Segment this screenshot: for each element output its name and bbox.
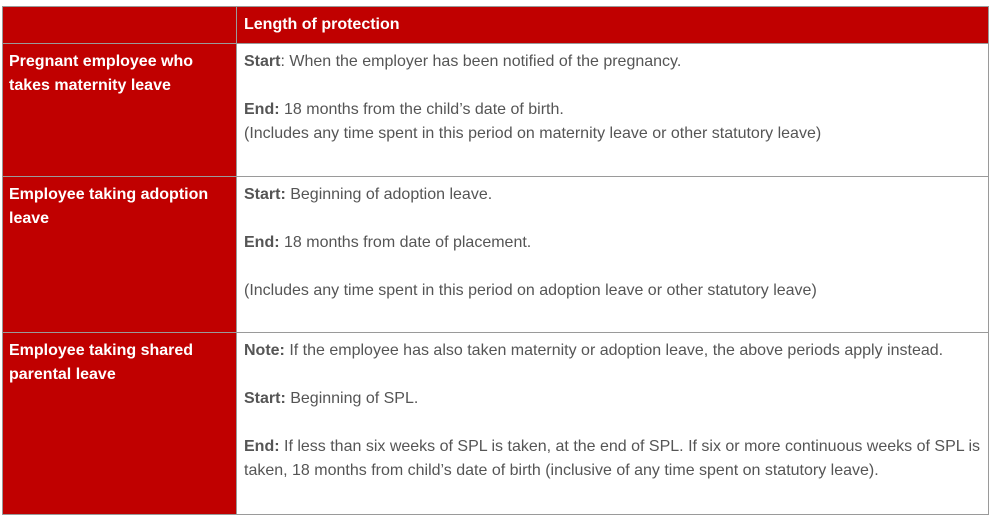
- table-row: [3, 177, 989, 333]
- row-label-adoption: Employee taking adoption leave: [3, 177, 237, 333]
- table-header-row: [3, 7, 989, 44]
- header-length-of-protection: Length of protection: [237, 7, 989, 44]
- start-text: : When the employer has been notified of the pregnancy.: [280, 53, 682, 70]
- protection-table: [2, 6, 989, 515]
- end-key: End:: [244, 438, 280, 455]
- table-row: [3, 333, 989, 515]
- note-key: Note:: [244, 342, 285, 359]
- row-label-shared-parental: Employee taking shared parental leave: [3, 333, 237, 515]
- start-line: [244, 183, 982, 207]
- start-text: Beginning of adoption leave.: [285, 186, 493, 203]
- end-key: End:: [244, 234, 280, 251]
- start-key: Start:: [244, 186, 286, 203]
- start-key: Start:: [244, 390, 286, 407]
- start-line: [244, 50, 982, 74]
- end-line: [244, 435, 982, 483]
- row-content-shared-parental: [237, 333, 989, 515]
- start-key: Start: [244, 53, 281, 70]
- note-line: [244, 339, 982, 363]
- start-line: [244, 387, 982, 411]
- end-text: 18 months from the child’s date of birth.: [279, 101, 564, 118]
- end-text: If less than six weeks of SPL is taken, at the end of SPL. If six or more continuous weeks of SPL is taken, 18 months from child’s date of birth (inclusive of any time spent on statutory leave).: [244, 438, 981, 479]
- end-line: [244, 98, 982, 122]
- end-key: End:: [244, 101, 280, 118]
- start-text: Beginning of SPL.: [285, 390, 419, 407]
- row-content-maternity: [237, 44, 989, 177]
- includes-note: (Includes any time spent in this period on maternity leave or other statutory leave): [244, 125, 822, 142]
- row-content-adoption: [237, 177, 989, 333]
- end-line: [244, 231, 982, 255]
- includes-note: (Includes any time spent in this period on adoption leave or other statutory leave): [244, 282, 817, 299]
- end-text: 18 months from date of placement.: [279, 234, 532, 251]
- note-text: If the employee has also taken maternity or adoption leave, the above periods apply instead.: [284, 342, 944, 359]
- row-label-maternity: Pregnant employee who takes maternity leave: [3, 44, 237, 177]
- header-empty-cell: [3, 7, 237, 44]
- table-row: [3, 44, 989, 177]
